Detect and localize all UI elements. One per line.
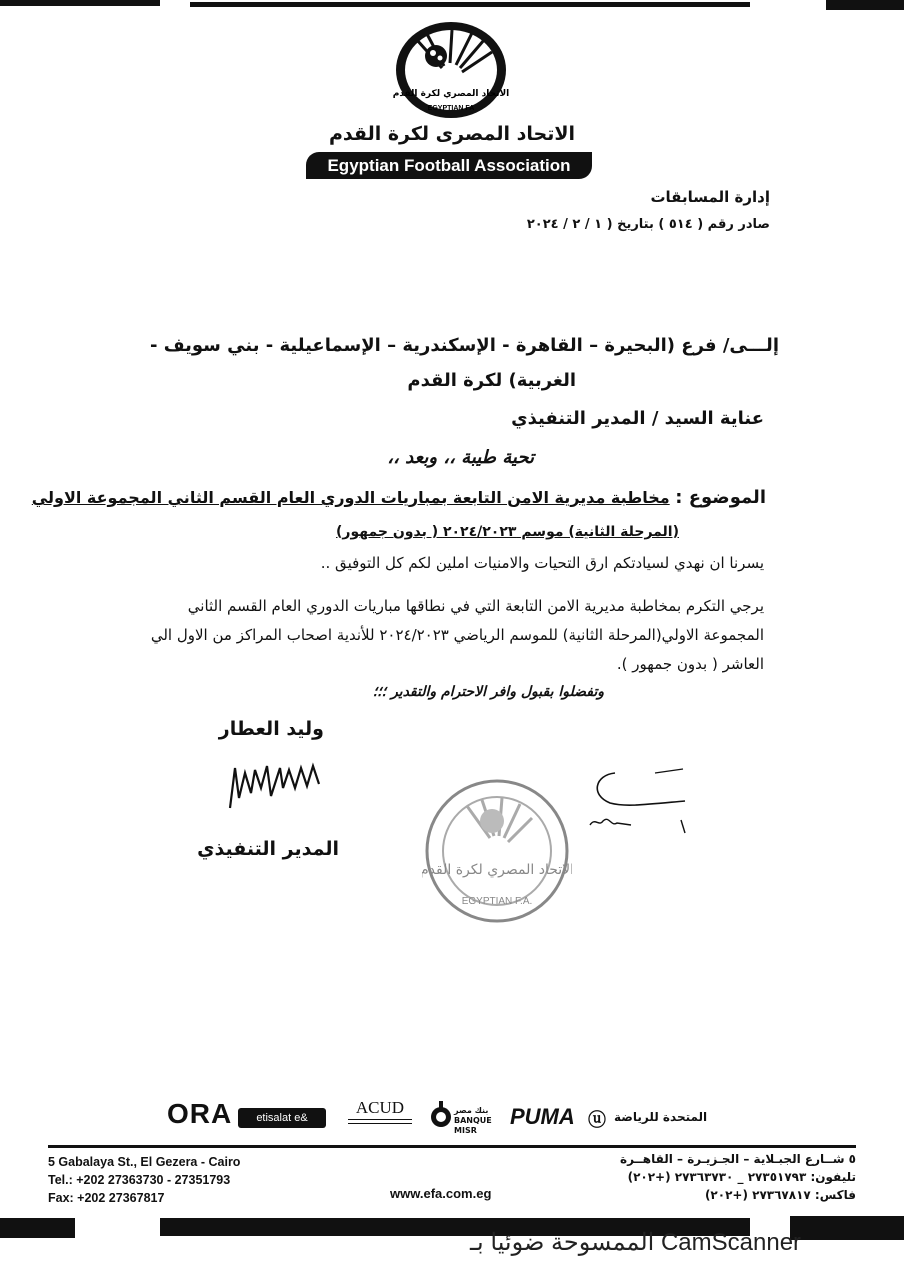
sponsor-united-text: المتحدة للرياضة bbox=[614, 1110, 708, 1124]
top-border-right bbox=[826, 0, 904, 10]
bottom-border-right bbox=[790, 1216, 904, 1240]
sponsor-united bbox=[588, 1098, 736, 1134]
handwritten-initials bbox=[585, 765, 695, 844]
sponsor-ora bbox=[167, 1098, 232, 1134]
bottom-border-left bbox=[0, 1218, 75, 1238]
logo-text-en: EGYPTIAN FA bbox=[427, 105, 475, 112]
body-intro: يسرنا ان نهدي لسيادتكم ارق التحيات والامنيات املين لكم كل التوفيق .. bbox=[320, 554, 764, 572]
sponsor-puma-text: PUMA bbox=[510, 1104, 575, 1129]
footer-fax-en: Fax: +202 27367817 bbox=[48, 1191, 165, 1205]
signer-name: وليد العطار bbox=[218, 718, 324, 740]
sponsor-banque-misr bbox=[430, 1098, 505, 1134]
sponsor-etisalat-text: etisalat e& bbox=[238, 1108, 326, 1128]
closing-line: وتفضلوا بقبول وافر الاحترام والتقدير ؛؛؛ bbox=[372, 684, 604, 700]
official-stamp bbox=[422, 776, 572, 930]
subject-label: الموضوع : bbox=[675, 487, 766, 508]
sponsor-acud-text: ACUD bbox=[355, 1098, 405, 1117]
association-name-ar: الاتحاد المصرى لكرة القدم bbox=[329, 123, 575, 145]
sponsor-etisalat bbox=[238, 1098, 326, 1134]
stamp-text-ar: الاتحاد المصري لكرة القدم bbox=[422, 862, 572, 878]
footer-fax-ar: فاكس: ٢٧٣٦٧٨١٧ (+٢٠٢) bbox=[704, 1188, 856, 1202]
footer-tel-en: Tel.: +202 27363730 - 27351793 bbox=[48, 1173, 231, 1187]
association-name-en: Egyptian Football Association bbox=[306, 152, 592, 179]
footer-address-ar: ٥ شــارع الجبـلاية – الجـزيـرة – القاهــرة bbox=[620, 1152, 856, 1166]
sponsor-banque-misr-text: بنك مصر BANQUE MISR bbox=[454, 1106, 492, 1135]
signature bbox=[225, 758, 325, 817]
reference-number: صادر رقم ( ٥١٤ ) بتاريخ ( ١ / ٢ / ٢٠٢٤ bbox=[526, 217, 770, 232]
subject-text: مخاطبة مديرية الامن التابعة بمباريات الدوري العام القسم الثاني المجموعة الاولي bbox=[31, 488, 670, 507]
subject bbox=[32, 487, 766, 508]
banque-misr-icon bbox=[430, 1101, 452, 1131]
greeting: تحية طيبة ،، وبعد ،، bbox=[387, 447, 534, 468]
subject-line-2: (المرحلة الثانية) موسم ٢٠٢٤/٢٠٢٣ ( بدون جمهور) bbox=[336, 524, 679, 540]
recipient-line-2: الغربية) لكرة القدم bbox=[407, 370, 576, 391]
sponsor-puma bbox=[510, 1098, 580, 1134]
department: إدارة المسابقات bbox=[650, 188, 770, 206]
sponsor-ora-text: ORA bbox=[167, 1098, 233, 1129]
efa-logo bbox=[392, 18, 510, 120]
attention-line: عناية السيد / المدير التنفيذي bbox=[511, 408, 764, 429]
recipient-line-1: إلـــى/ فرع (البحيرة – القاهرة - الإسكندرية – الإسماعيلية - بني سويف - bbox=[149, 335, 779, 356]
top-border-left bbox=[0, 0, 160, 6]
united-sports-icon: ⓤ bbox=[588, 1110, 606, 1131]
top-border-mid bbox=[190, 2, 750, 7]
sponsor-acud bbox=[340, 1098, 420, 1134]
footer-divider bbox=[48, 1145, 856, 1148]
footer-address-en: 5 Gabalaya St., El Gezera - Cairo bbox=[48, 1155, 241, 1169]
logo-text-ar: الاتحاد المصري لكرة القدم bbox=[392, 89, 510, 99]
signer-title: المدير التنفيذي bbox=[197, 838, 339, 860]
footer-website[interactable]: www.efa.com.eg bbox=[390, 1186, 492, 1201]
stamp-text-en: EGYPTIAN F.A. bbox=[461, 896, 533, 907]
body-paragraph: يرجي التكرم بمخاطبة مديرية الامن التابعة التي في نطاقها مباريات الدوري العام القسم الثاني المجموعة الاولي(المرحلة الثانية) للموسم الرياضي ٢٠٢٤/٢٠٢٣ للأندية اصحاب المراكز من الاول الي العاشر ( بدون جمهور ). bbox=[150, 597, 764, 673]
camscanner-watermark: CamScanner الممسوحة ضوئيا بـ bbox=[470, 1229, 802, 1256]
footer-tel-ar: تليفون: ٢٧٣٥١٧٩٣ _ ٢٧٣٦٣٧٣٠ (+٢٠٢) bbox=[627, 1170, 856, 1184]
